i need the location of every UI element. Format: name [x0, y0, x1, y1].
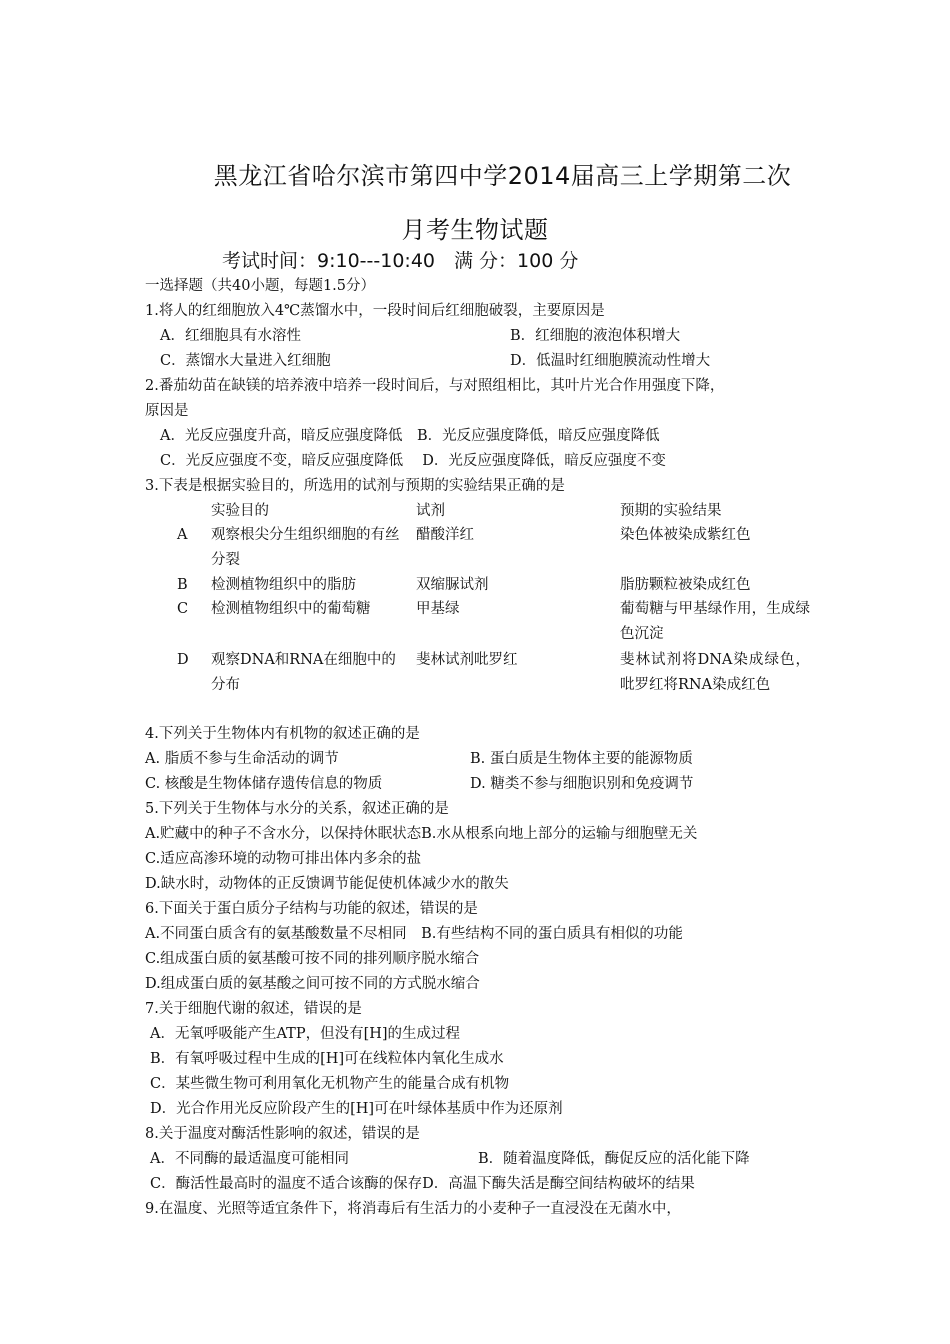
q2-stem-line-1: 2.番茄幼苗在缺镁的培养液中培养一段时间后，与对照组相比，其叶片光合作用强度下降，	[145, 378, 725, 394]
q3-row-a-option: A	[177, 527, 188, 543]
q3-row-d-purpose: 观察DNA和RNA在细胞中的分布	[211, 652, 396, 693]
q7-option-c: C．某些微生物可利用氧化无机物产生的能量合成有机物	[150, 1076, 510, 1092]
q3-row-b-result: 脂肪颗粒被染成红色	[620, 577, 751, 593]
q1-option-d: D．低温时红细胞膜流动性增大	[510, 353, 711, 369]
q7-stem: 7.关于细胞代谢的叙述，错误的是	[145, 1001, 362, 1017]
q2-options-ab: A．光反应强度升高，暗反应强度降低 B．光反应强度降低，暗反应强度降低	[160, 428, 660, 444]
q5-option-d: D.缺水时，动物体的正反馈调节能促使机体减少水的散失	[145, 876, 509, 892]
q7-option-a: A．无氧呼吸能产生ATP，但没有[H]的生成过程	[150, 1026, 461, 1042]
title-line-2: 月考生物试题	[401, 216, 549, 244]
q1-option-c: C．蒸馏水大量进入红细胞	[160, 353, 331, 369]
exam-meta: 考试时间：9:10---10:40 满 分：100 分	[222, 250, 579, 272]
q7-option-b: B．有氧呼吸过程中生成的[H]可在线粒体内氧化生成水	[150, 1051, 504, 1067]
q3-row-c-purpose: 检测植物组织中的葡萄糖	[211, 601, 371, 617]
q6-stem: 6.下面关于蛋白质分子结构与功能的叙述，错误的是	[145, 901, 478, 917]
q3-header-result: 预期的实验结果	[620, 503, 722, 519]
q4-option-c: C. 核酸是生物体储存遗传信息的物质	[145, 776, 383, 792]
q6-options-ab: A.不同蛋白质含有的氨基酸数量不尽相同 B.有些结构不同的蛋白质具有相似的功能	[145, 926, 683, 942]
q8-option-b: B．随着温度降低，酶促反应的活化能下降	[478, 1151, 750, 1167]
q7-option-d: D．光合作用光反应阶段产生的[H]可在叶绿体基质中作为还原剂	[150, 1101, 563, 1117]
q4-option-b: B. 蛋白质是生物体主要的能源物质	[470, 751, 693, 767]
q9-stem: 9.在温度、光照等适宜条件下，将消毒后有生活力的小麦种子一直浸没在无菌水中，	[145, 1201, 681, 1217]
q4-stem: 4.下列关于生物体内有机物的叙述正确的是	[145, 726, 420, 742]
q5-stem: 5.下列关于生物体与水分的关系，叙述正确的是	[145, 801, 449, 817]
q3-row-d-result: 斐林试剂将DNA染成绿色，吡罗红将RNA染成红色	[620, 652, 810, 693]
q2-options-cd: C．光反应强度不变，暗反应强度降低 D．光反应强度降低，暗反应强度不变	[160, 453, 666, 469]
section-heading: 一选择题（共40小题，每题1.5分）	[145, 278, 376, 294]
q3-row-b-reagent: 双缩脲试剂	[416, 577, 489, 593]
title-line-1: 黑龙江省哈尔滨市第四中学2014届高三上学期第二次	[213, 162, 792, 190]
q3-row-b-option: B	[177, 577, 188, 593]
q3-row-d-option: D	[177, 652, 189, 668]
q3-row-c-reagent: 甲基绿	[416, 601, 460, 617]
q1-option-b: B．红细胞的液泡体积增大	[510, 328, 681, 344]
q3-row-c-option: C	[177, 601, 189, 617]
q3-header-reagent: 试剂	[416, 503, 445, 519]
q3-row-a-reagent: 醋酸洋红	[416, 527, 474, 543]
q1-stem: 1.将人的红细胞放入4℃蒸馏水中，一段时间后红细胞破裂，主要原因是	[145, 303, 605, 319]
q4-option-a: A. 脂质不参与生命活动的调节	[145, 751, 339, 767]
q3-row-b-purpose: 检测植物组织中的脂肪	[211, 577, 356, 593]
q1-option-a: A．红细胞具有水溶性	[160, 328, 301, 344]
q8-options-cd: C．酶活性最高时的温度不适合该酶的保存D．高温下酶失活是酶空间结构破坏的结果	[150, 1176, 695, 1192]
q3-row-a-purpose: 观察根尖分生组织细胞的有丝分裂	[211, 527, 400, 568]
q6-option-d: D.组成蛋白质的氨基酸之间可按不同的方式脱水缩合	[145, 976, 480, 992]
q8-stem: 8.关于温度对酶活性影响的叙述，错误的是	[145, 1126, 420, 1142]
q3-row-a-result: 染色体被染成紫红色	[620, 527, 751, 543]
q6-option-c: C.组成蛋白质的氨基酸可按不同的排列顺序脱水缩合	[145, 951, 480, 967]
q3-row-c-result: 葡萄糖与甲基绿作用，生成绿色沉淀	[620, 601, 810, 642]
q5-option-c: C.适应高渗环境的动物可排出体内多余的盐	[145, 851, 422, 867]
q2-stem-line-2: 原因是	[145, 403, 189, 419]
q8-option-a: A．不同酶的最适温度可能相同	[150, 1151, 349, 1167]
q3-header-purpose: 实验目的	[211, 503, 269, 519]
q5-options-ab: A.贮藏中的种子不含水分，以保持休眠状态B.水从根系向地上部分的运输与细胞壁无关	[145, 826, 698, 842]
q3-row-d-reagent: 斐林试剂吡罗红	[416, 652, 518, 668]
q3-stem: 3.下表是根据实验目的，所选用的试剂与预期的实验结果正确的是	[145, 478, 565, 494]
q4-option-d: D. 糖类不参与细胞识别和免疫调节	[470, 776, 694, 792]
